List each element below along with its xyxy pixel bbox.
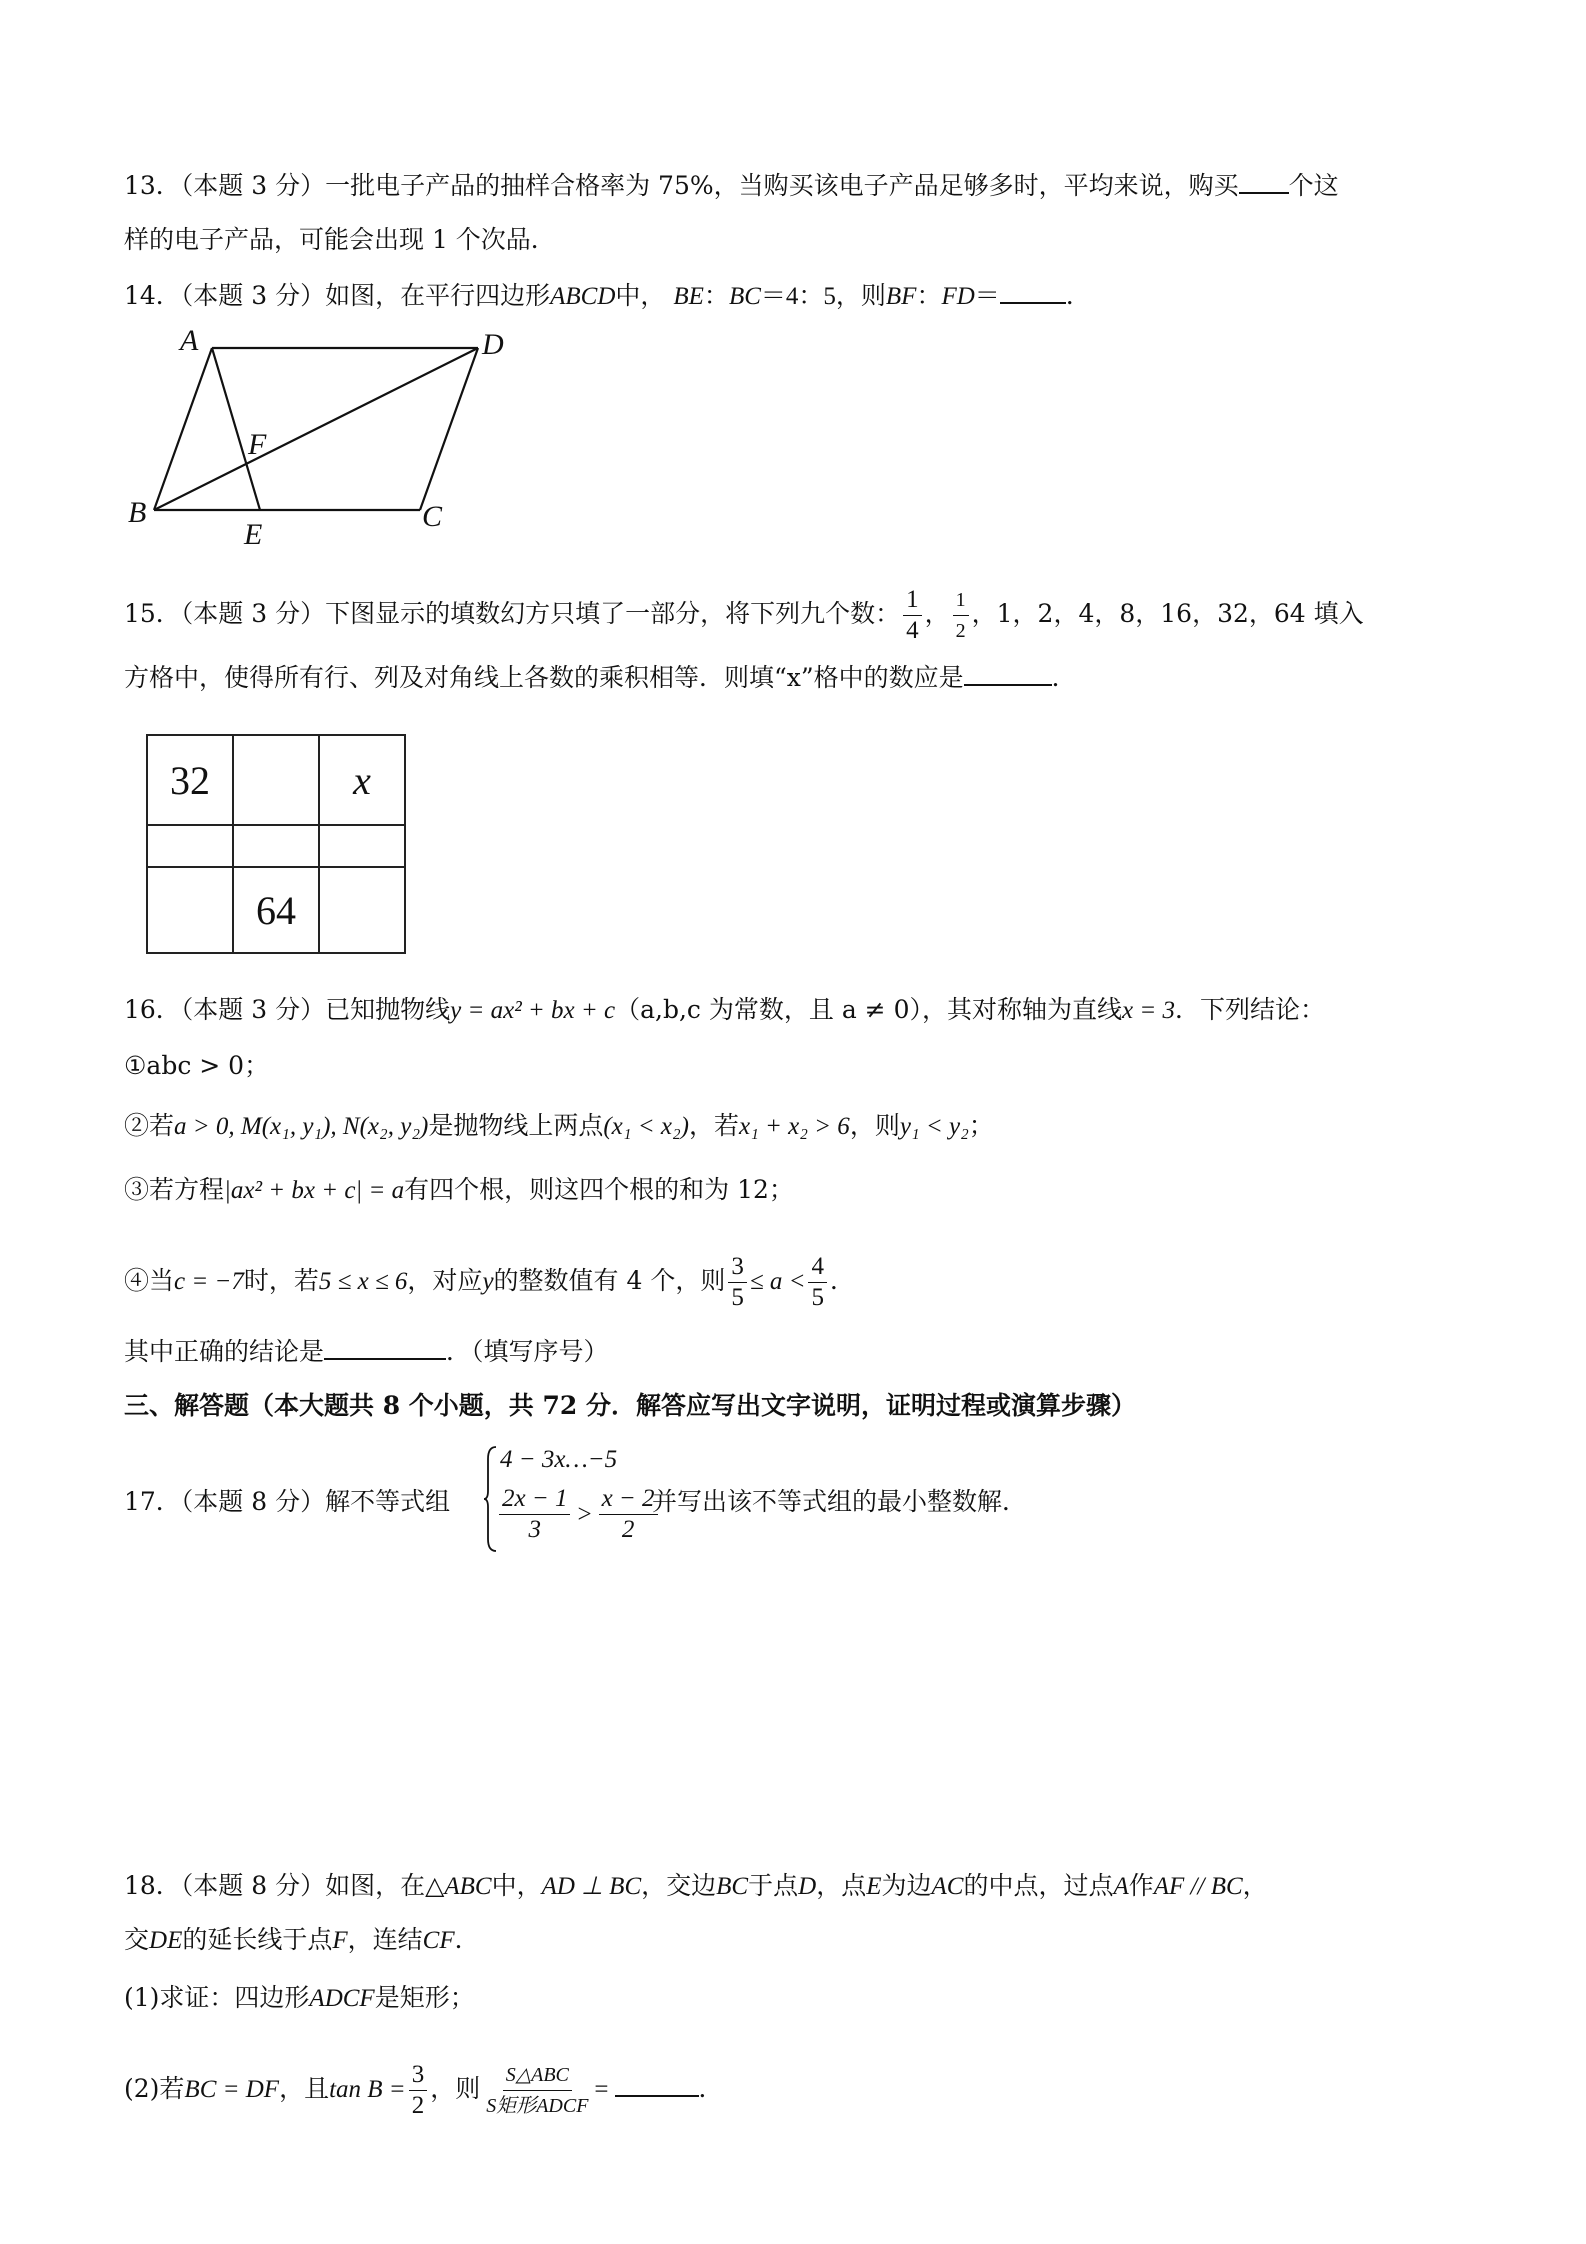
q14-bf: BF <box>885 283 917 310</box>
label-e: E <box>244 518 263 551</box>
q16-statement-1: ①abc > 0； <box>124 1051 270 1080</box>
q15-text-rest: ，1，2，4，8，16，32，64 填入 <box>971 599 1364 628</box>
q18-fraction-3-2: $\frac{3}{2}$ <box>409 2060 428 2121</box>
q15-fraction-quarter: $\frac{1}{4}$ <box>903 585 922 646</box>
label-d: D <box>482 328 504 361</box>
label-a: A <box>180 324 199 357</box>
grid-cell <box>147 825 233 867</box>
q16-text-tail: ．下列结论： <box>1174 995 1325 1024</box>
label-b: B <box>128 496 147 529</box>
q16-axis: x = 3 <box>1121 997 1175 1024</box>
q16-statement-4: ④当c = −7时，若5 ≤ x ≤ 6，对应y的整数值有 4 个，则 $\frac{3}{5}$ ≤ a < $\frac{4}{5}$ ． <box>124 1253 855 1311</box>
q18-line2: 交DE的延长线于点F，连结CF． <box>124 1925 480 1954</box>
q16-answer-line: 其中正确的结论是 ．（填写序号） <box>124 1337 609 1366</box>
q16-parabola-formula: y = ax² + bx + c <box>450 997 616 1024</box>
q18-area-ratio: $\frac{\text{S△ABC}}{\text{S矩形ADCF}}$ <box>483 2060 591 2121</box>
q18-part-1: (1)求证：四边形ADCF是矩形； <box>124 1983 475 2012</box>
grid-cell: 64 <box>233 867 319 953</box>
q18-answer-blank[interactable] <box>615 2073 699 2097</box>
q15-text-2: 方格中，使得所有行、列及对角线上各数的乘积相等．则填“x”格中的数应是 <box>124 663 964 692</box>
q14-ratio: ＝4：5，则 <box>760 283 886 310</box>
grid-cell-x: x <box>319 735 405 825</box>
grid-cell <box>147 867 233 953</box>
q17-brace <box>483 1445 497 1553</box>
q14-line <box>124 278 1091 315</box>
q14-period: ． <box>1065 281 1091 310</box>
q14-eq: ＝ <box>974 283 1000 310</box>
q15-sep: ， <box>924 599 950 628</box>
q16-statement-3: ③若方程|ax² + bx + c| = a有四个根，则这四个根的和为 12； <box>124 1175 794 1204</box>
q16-fraction-4-5: $\frac{4}{5}$ <box>808 1252 827 1313</box>
q14-parallelogram-figure <box>120 324 520 551</box>
q15-text: 15．（本题 3 分）下图显示的填数幻方只填了一部分，将下列九个数： <box>124 599 901 628</box>
q14-colon: ： <box>703 281 729 310</box>
q17-text: 17．（本题 8 分）解不等式组 <box>124 1487 451 1516</box>
q15-line1 <box>124 585 1364 646</box>
q14-colon2: ： <box>916 281 942 310</box>
section-3-heading: 三、解答题（本大题共 8 个小题，共 72 分．解答应写出文字说明，证明过程或演算步骤） <box>124 1391 1137 1420</box>
q15-period: ． <box>1051 663 1077 692</box>
q13-line2: 样的电子产品，可能会出现 1 个次品． <box>124 225 556 254</box>
q17-tail-text: 并写出该不等式组的最小整数解． <box>652 1487 1028 1516</box>
q17-inequality-1: 4 − 3x…−5 <box>500 1446 618 1473</box>
q14-text: 14．（本题 3 分）如图，在平行四边形 <box>124 281 551 310</box>
label-f: F <box>248 428 267 461</box>
q16-statement-2: ②若a > 0, M(x₁, y₁), N(x₂, y₂)是抛物线上两点(x₁ < x₂)，若x₁ + x₂ > 6，则y₁ < y₂； <box>124 1111 994 1140</box>
grid-cell <box>319 825 405 867</box>
q15-line2 <box>124 660 1077 696</box>
q14-abcd: ABCD <box>550 283 616 310</box>
q13-text: 13．（本题 3 分）一批电子产品的抽样合格率为 75%，当购买该电子产品足够多时，平均来说，购买 <box>124 171 1239 200</box>
q14-fd: FD <box>941 283 975 310</box>
q16-text: 16．（本题 3 分）已知抛物线 <box>124 995 451 1024</box>
q14-be: BE <box>673 283 704 310</box>
q15-fraction-half: $\frac{1}{2}$ <box>953 585 969 646</box>
grid-cell: 32 <box>147 735 233 825</box>
grid-cell <box>233 735 319 825</box>
q18-line1: 18．（本题 8 分）如图，在△ABC中，AD ⊥ BC，交边BC于点D，点E为边AC的中点，过点A作AF // BC， <box>124 1871 1268 1900</box>
q13-line1 <box>124 168 1339 204</box>
q13-text-tail: 个这 <box>1288 171 1339 200</box>
q17-inequality-2: $\frac{2x - 1}{3}$ > $\frac{x - 2}{2}$ <box>496 1484 661 1545</box>
q16-fraction-3-5: $\frac{3}{5}$ <box>728 1252 747 1313</box>
grid-cell <box>319 867 405 953</box>
q14-bc: BC <box>728 283 761 310</box>
q15-answer-blank[interactable] <box>964 662 1052 686</box>
q16-text-paren: （a,b,c 为常数，且 a ≠ 0），其对称轴为直线 <box>615 995 1122 1024</box>
q14-answer-blank[interactable] <box>1000 280 1066 304</box>
label-c: C <box>422 500 443 533</box>
magic-square-grid <box>146 734 406 954</box>
grid-cell <box>233 825 319 867</box>
q13-answer-blank[interactable] <box>1239 170 1289 194</box>
q16-answer-blank[interactable] <box>324 1336 446 1360</box>
q14-text-mid: 中， <box>615 281 666 310</box>
q18-part-2: (2)若BC = DF，且tan B = $\frac{3}{2}$ ，则 $\frac{\text{S△ABC}}{\text{S矩形ADCF}}$ = ． <box>124 2061 724 2119</box>
q16-line1 <box>124 992 1325 1029</box>
